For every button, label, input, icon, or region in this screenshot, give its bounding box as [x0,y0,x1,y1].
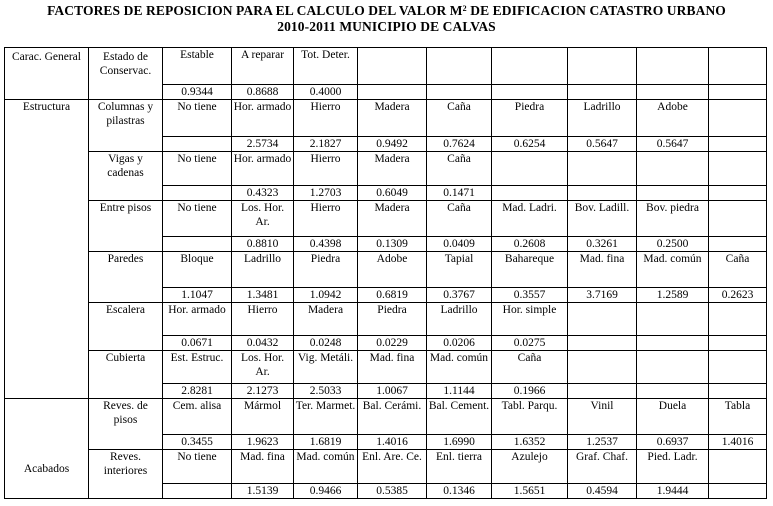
empty-cell [568,48,637,85]
factor-value-cell: 2.1827 [294,137,358,152]
material-label-cell: Caña [427,152,492,186]
empty-cell [637,48,709,85]
material-label-cell: Duela [637,399,709,435]
title-line-1 [0,3,773,19]
empty-cell [637,303,709,336]
factor-value-cell: 2.5734 [232,137,294,152]
factor-value-cell: 1.4016 [358,435,427,450]
material-label-cell: Madera [358,152,427,186]
empty-cell [709,303,767,336]
empty-cell [709,152,767,186]
material-label-cell: Madera [294,303,358,336]
empty-cell [358,48,427,85]
empty-cell [637,351,709,384]
material-label-cell: Enl. Are. Ce. [358,450,427,484]
factor-value-cell: 2.5033 [294,384,358,399]
material-label-cell: Mad. fina [568,252,637,288]
empty-cell [709,237,767,252]
material-label-cell: Ladrillo [568,100,637,137]
empty-cell [568,152,637,186]
factor-value-cell: 0.6049 [358,186,427,201]
empty-cell [709,100,767,137]
factor-value-cell: 1.0067 [358,384,427,399]
material-label-cell: Tabla [709,399,767,435]
factor-value-cell: 1.1047 [163,288,232,303]
material-label-cell: Caña [709,252,767,288]
material-label-cell: Madera [358,100,427,137]
factor-value-cell: 0.3767 [427,288,492,303]
header-value-cell: 0.4000 [294,85,358,100]
label-row [5,450,767,484]
factor-value-cell: 2.1273 [232,384,294,399]
empty-cell [568,186,637,201]
material-label-cell: Pied. Ladr. [637,450,709,484]
factor-value-cell: 0.5385 [358,484,427,499]
empty-cell [492,48,568,85]
factor-value-cell: 0.8810 [232,237,294,252]
factor-value-cell: 1.6352 [492,435,568,450]
label-row [5,351,767,384]
factor-value-cell: 0.4323 [232,186,294,201]
factor-value-cell: 0.1966 [492,384,568,399]
factor-value-cell: 0.0409 [427,237,492,252]
title-line-1-end: DE EDIFICACION CATASTRO URBANO [466,3,726,18]
factor-value-cell: 3.7169 [568,288,637,303]
material-label-cell: No tiene [163,100,232,137]
material-label-cell: Tabl. Parqu. [492,399,568,435]
estado-conservac-cell: Estado de Conservac. [89,48,163,100]
material-label-cell: Est. Estruc. [163,351,232,384]
factor-value-cell: 0.6937 [637,435,709,450]
factor-value-cell: 2.8281 [163,384,232,399]
label-row [5,303,767,336]
factor-value-cell: 0.9492 [358,137,427,152]
material-label-cell: No tiene [163,201,232,237]
page-title [0,0,773,35]
factor-value-cell: 0.9466 [294,484,358,499]
material-label-cell: Mad. común [637,252,709,288]
empty-cell [568,336,637,351]
factor-value-cell: 0.2623 [709,288,767,303]
factor-value-cell: 1.4016 [709,435,767,450]
factor-value-cell: 0.3557 [492,288,568,303]
material-label-cell: Cem. alisa [163,399,232,435]
factor-value-cell: 1.9444 [637,484,709,499]
material-label-cell: Ladrillo [232,252,294,288]
empty-cell [709,186,767,201]
material-label-cell: Enl. tierra [427,450,492,484]
material-label-cell: Hierro [294,201,358,237]
table-body [5,48,767,499]
factor-value-cell: 1.0942 [294,288,358,303]
factor-value-cell: 1.6990 [427,435,492,450]
header-label-cell: Tot. Deter. [294,48,358,85]
factor-value-cell: 0.1309 [358,237,427,252]
label-row [5,399,767,435]
factor-value-cell: 0.2608 [492,237,568,252]
row-name-cell: Paredes [89,252,163,303]
label-row [5,100,767,137]
material-label-cell: Ter. Marmet. [294,399,358,435]
factor-value-cell: 1.6819 [294,435,358,450]
material-label-cell: Hierro [294,100,358,137]
material-label-cell: Adobe [358,252,427,288]
material-label-cell: Madera [358,201,427,237]
empty-cell [163,137,232,152]
factor-value-cell: 0.6819 [358,288,427,303]
row-name-cell: Reves. interiores [89,450,163,499]
material-label-cell: Piedra [358,303,427,336]
material-label-cell: Mad. fina [232,450,294,484]
empty-cell [568,351,637,384]
empty-cell [637,384,709,399]
empty-cell [427,48,492,85]
empty-cell [358,85,427,100]
material-label-cell: Piedra [492,100,568,137]
material-label-cell: Caña [492,351,568,384]
empty-cell [709,484,767,499]
factor-value-cell: 0.0275 [492,336,568,351]
label-row [5,152,767,186]
factor-value-cell: 0.5647 [637,137,709,152]
title-superscript: 2 [462,4,467,13]
material-label-cell: Los. Hor. Ar. [232,351,294,384]
empty-cell [492,85,568,100]
factor-value-cell: 0.4594 [568,484,637,499]
empty-cell [709,85,767,100]
empty-cell [709,384,767,399]
empty-cell [163,484,232,499]
material-label-cell: Mármol [232,399,294,435]
empty-cell [637,186,709,201]
material-label-cell: Caña [427,100,492,137]
row-name-cell: Escalera [89,303,163,351]
section-estructura-cell: Estructura [5,100,89,399]
empty-cell [568,85,637,100]
material-label-cell: Ladrillo [427,303,492,336]
row-name-cell: Reves. de pisos [89,399,163,450]
empty-cell [568,384,637,399]
factor-value-cell: 0.0671 [163,336,232,351]
material-label-cell: Tapial [427,252,492,288]
material-label-cell: Vig. Metáli. [294,351,358,384]
material-label-cell: Piedra [294,252,358,288]
label-row [5,201,767,237]
factor-value-cell: 1.2537 [568,435,637,450]
empty-cell [492,186,568,201]
factor-value-cell: 0.3455 [163,435,232,450]
empty-cell [163,186,232,201]
factor-value-cell: 0.3261 [568,237,637,252]
row-name-cell: Entre pisos [89,201,163,252]
material-label-cell: No tiene [163,152,232,186]
empty-cell [163,237,232,252]
material-label-cell: Bov. piedra [637,201,709,237]
factor-value-cell: 0.7624 [427,137,492,152]
material-label-cell: Mad. fina [358,351,427,384]
row-name-cell: Vigas y cadenas [89,152,163,201]
material-label-cell: Hor. armado [163,303,232,336]
row-name-cell: Columnas y pilastras [89,100,163,152]
section-acabados-cell: Acabados [5,399,89,499]
empty-cell [709,336,767,351]
empty-cell [709,201,767,237]
material-label-cell: Hor. armado [232,152,294,186]
factor-value-cell: 1.9623 [232,435,294,450]
empty-cell [492,152,568,186]
material-label-cell: Bal. Cement. [427,399,492,435]
factor-value-cell: 1.1144 [427,384,492,399]
material-label-cell: No tiene [163,450,232,484]
empty-cell [709,137,767,152]
header-label-row [5,48,767,85]
header-label-cell: Estable [163,48,232,85]
material-label-cell: Bal. Cerámi. [358,399,427,435]
factor-value-cell: 1.5139 [232,484,294,499]
material-label-cell: Hierro [294,152,358,186]
factor-value-cell: 0.0248 [294,336,358,351]
empty-cell [637,336,709,351]
material-label-cell: Bahareque [492,252,568,288]
factors-table [4,47,767,499]
factor-value-cell: 0.5647 [568,137,637,152]
empty-cell [709,351,767,384]
header-value-cell: 0.9344 [163,85,232,100]
title-line-2: 2010-2011 MUNICIPIO DE CALVAS [277,19,496,34]
label-row [5,252,767,288]
factor-value-cell: 1.2703 [294,186,358,201]
material-label-cell: Hierro [232,303,294,336]
factor-value-cell: 1.2589 [637,288,709,303]
factor-value-cell: 0.1346 [427,484,492,499]
material-label-cell: Hor. simple [492,303,568,336]
header-label-cell: A reparar [232,48,294,85]
material-label-cell: Bloque [163,252,232,288]
factor-value-cell: 0.0229 [358,336,427,351]
material-label-cell: Hor. armado [232,100,294,137]
material-label-cell: Los. Hor. Ar. [232,201,294,237]
material-label-cell: Caña [427,201,492,237]
factor-value-cell: 0.4398 [294,237,358,252]
material-label-cell: Adobe [637,100,709,137]
material-label-cell: Graf. Chaf. [568,450,637,484]
factor-value-cell: 1.5651 [492,484,568,499]
factor-value-cell: 1.3481 [232,288,294,303]
empty-cell [637,152,709,186]
carac-general-cell: Carac. General [5,48,89,100]
row-name-cell: Cubierta [89,351,163,399]
empty-cell [568,303,637,336]
material-label-cell: Azulejo [492,450,568,484]
empty-cell [709,48,767,85]
empty-cell [427,85,492,100]
material-label-cell: Mad. común [427,351,492,384]
factor-value-cell: 0.1471 [427,186,492,201]
header-value-cell: 0.8688 [232,85,294,100]
title-line-1-text: FACTORES DE REPOSICION PARA EL CALCULO DEL VALOR M [47,3,463,18]
empty-cell [637,85,709,100]
factor-value-cell: 0.0432 [232,336,294,351]
factor-value-cell: 0.0206 [427,336,492,351]
material-label-cell: Vinil [568,399,637,435]
material-label-cell: Mad. común [294,450,358,484]
empty-cell [709,450,767,484]
factor-value-cell: 0.6254 [492,137,568,152]
factor-value-cell: 0.2500 [637,237,709,252]
material-label-cell: Mad. Ladri. [492,201,568,237]
material-label-cell: Bov. Ladill. [568,201,637,237]
